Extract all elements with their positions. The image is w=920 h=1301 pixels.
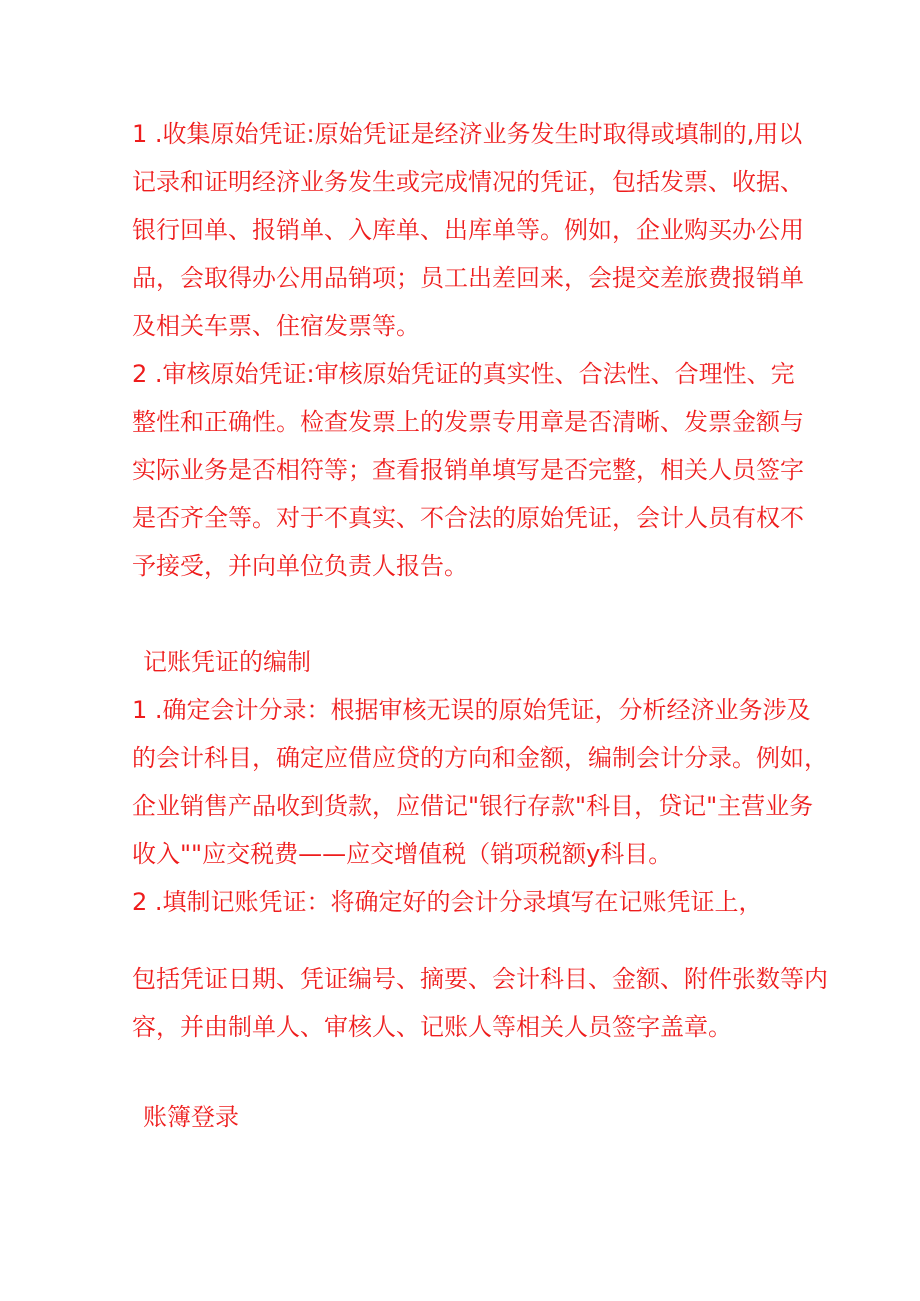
- text-line: 予接受，并向单位负责人报告。: [132, 552, 468, 580]
- paragraph-voucher-contents: [132, 955, 828, 1051]
- paragraph-determine-entries: [132, 686, 828, 878]
- text-line: 实际业务是否相符等；查看报销单填写是否完整，相关人员签字: [132, 456, 804, 484]
- text-line: 记录和证明经济业务发生或完成情况的凭证，包括发票、收据、: [132, 168, 804, 196]
- text-line: 企业销售产品收到货款，应借记"银行存款"科目，贷记"主营业务: [132, 792, 814, 820]
- text-line: 1 .确定会计分录：根据审核无误的原始凭证，分析经济业务涉及: [132, 696, 811, 724]
- text-line: 容，并由制单人、审核人、记账人等相关人员签字盖章。: [132, 1013, 732, 1041]
- text-line: 品，会取得办公用品销项；员工出差回来，会提交差旅费报销单: [132, 264, 804, 292]
- text-line: 包括凭证日期、凭证编号、摘要、会计科目、金额、附件张数等内: [132, 965, 828, 993]
- text-line: 是否齐全等。对于不真实、不合法的原始凭证，会计人员有权不: [132, 504, 804, 532]
- section-heading-voucher-preparation: 记账凭证的编制: [143, 648, 311, 676]
- text-line: 的会计科目，确定应借应贷的方向和金额，编制会计分录。例如，: [132, 744, 828, 772]
- section-heading-ledger-posting: 账簿登录: [143, 1103, 239, 1131]
- text-line: 1 .收集原始凭证:原始凭证是经济业务发生时取得或填制的,用以: [132, 120, 803, 148]
- text-line: 2 .填制记账凭证：将确定好的会计分录填写在记账凭证上，: [132, 888, 763, 916]
- text-line: 2 .审核原始凭证:审核原始凭证的真实性、合法性、合理性、完: [132, 360, 795, 388]
- paragraph-review-original-vouchers: [132, 350, 802, 590]
- text-line: 收入""应交税费——应交增值税（销项税额y科目。: [132, 840, 673, 868]
- text-line: 整性和正确性。检查发票上的发票专用章是否清晰、发票金额与: [132, 408, 804, 436]
- paragraph-fill-vouchers: [132, 878, 802, 926]
- paragraph-collect-original-vouchers: [132, 110, 802, 350]
- text-line: 银行回单、报销单、入库单、出库单等。例如，企业购买办公用: [132, 216, 804, 244]
- text-line: 及相关车票、住宿发票等。: [132, 312, 420, 340]
